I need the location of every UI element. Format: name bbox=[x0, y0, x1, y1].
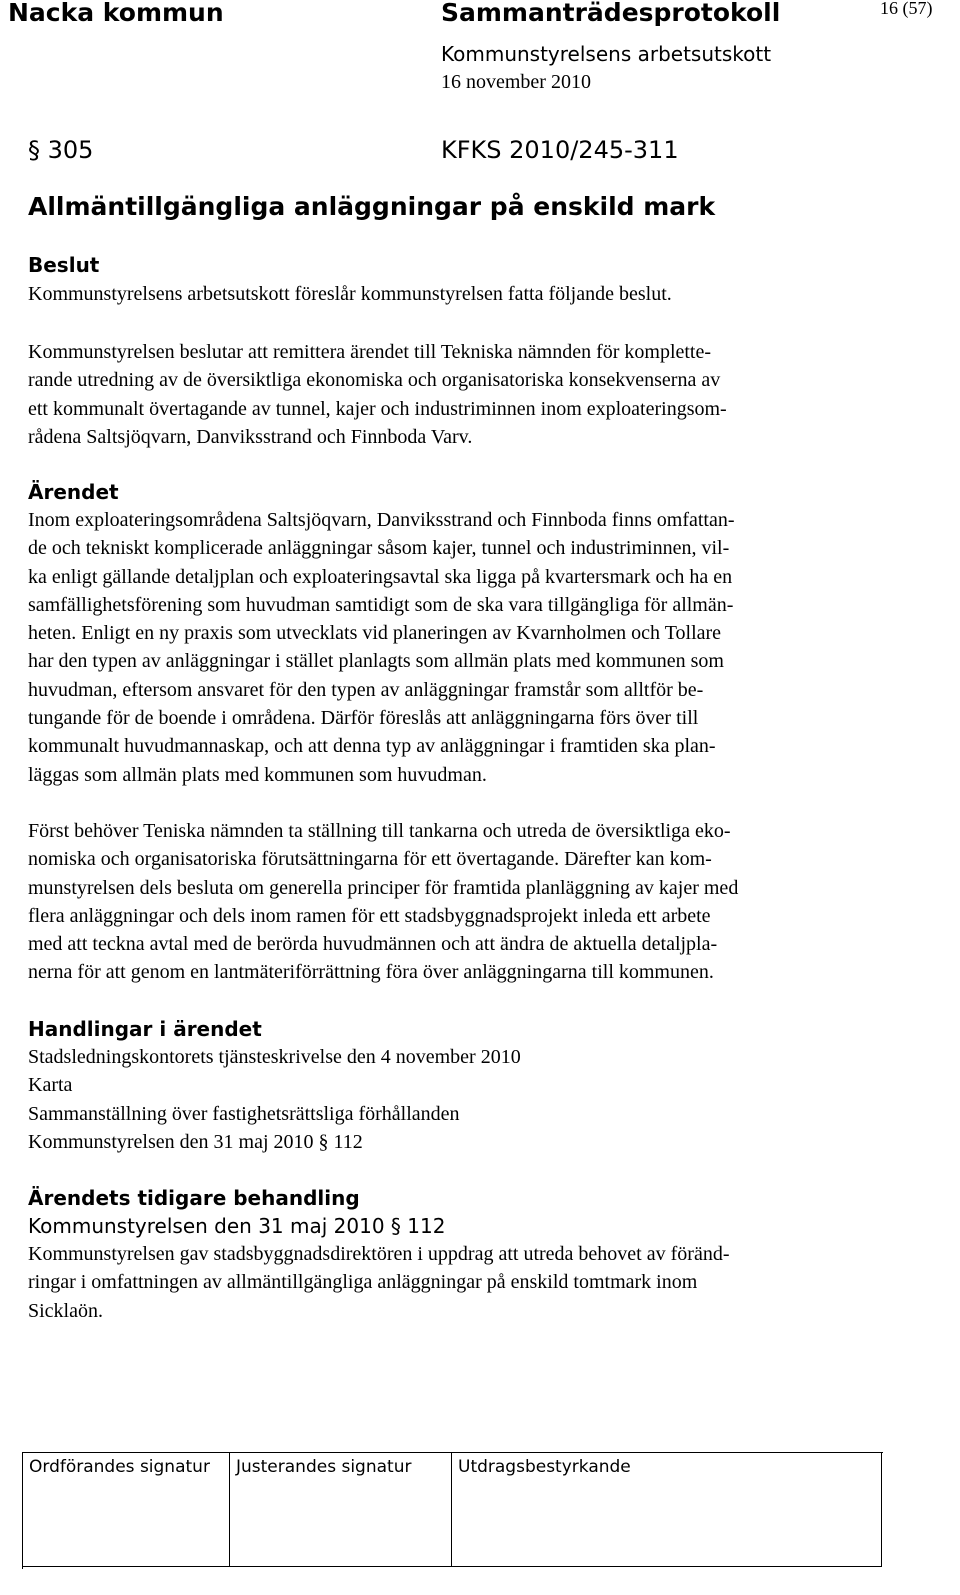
arendet-paragraph-2 bbox=[28, 817, 738, 987]
list-item: Stadsledningskontorets tjänsteskrivelse den 4 november 2010 bbox=[28, 1046, 521, 1068]
handlingar-heading: Handlingar i ärendet bbox=[28, 1017, 262, 1041]
text-line: rande utredning av de översiktliga ekonomiska och organisatoriska konsekvenserna av bbox=[28, 369, 721, 392]
text-line: Först behöver Teniska nämnden ta ställning till tankarna och utreda de översiktliga eko- bbox=[28, 820, 731, 842]
page-number: 16 (57) bbox=[880, 0, 933, 18]
extract-certification-label: Utdragsbestyrkande bbox=[458, 1457, 631, 1477]
arendet-heading: Ärendet bbox=[28, 480, 119, 504]
text-line: kommunalt huvudmannaskap, och att denna typ av anläggningar i framtiden ska plan- bbox=[28, 735, 716, 758]
tidigare-subheading: Kommunstyrelsen den 31 maj 2010 § 112 bbox=[28, 1214, 446, 1238]
list-item: Karta bbox=[28, 1074, 73, 1097]
text-line: Inom exploateringsområdena Saltsjöqvarn, Danviksstrand och Finnboda finns omfattan- bbox=[28, 509, 735, 531]
text-line: samfällighetsförening som huvudman samtidigt som de ska vara tillgängliga för allmän- bbox=[28, 593, 734, 616]
section-number: § 305 bbox=[28, 136, 94, 164]
committee-name: Kommunstyrelsens arbetsutskott bbox=[441, 42, 772, 66]
text-line: de och tekniskt komplicerade anläggningar såsom kajer, tunnel och industriminnen, vil- bbox=[28, 537, 730, 560]
text-line: heten. Enligt en ny praxis som utvecklats vid planeringen av Kvarnholmen och Tollare bbox=[28, 622, 722, 645]
beslut-text bbox=[28, 338, 727, 451]
meeting-date: 16 november 2010 bbox=[441, 71, 591, 93]
document-type: Sammanträdesprotokoll bbox=[441, 0, 781, 27]
text-line: ringar i omfattningen av allmäntillgängliga anläggningar på enskild tomtmark inom bbox=[28, 1271, 698, 1294]
chair-signature-label: Ordförandes signatur bbox=[29, 1457, 210, 1477]
signature-cell-adjuster bbox=[230, 1453, 452, 1567]
text-line: nerna för att genom en lantmäteriförrättning föra över anläggningarna till kommunen. bbox=[28, 961, 714, 984]
signature-cell-extract bbox=[452, 1453, 882, 1567]
case-number: KFKS 2010/245-311 bbox=[441, 136, 679, 164]
tidigare-text bbox=[28, 1240, 729, 1325]
text-line: Kommunstyrelsen gav stadsbyggnadsdirektören i uppdrag att utreda behovet av föränd- bbox=[28, 1243, 730, 1265]
text-line: ka enligt gällande detaljplan och exploateringsavtal ska ligga på kvartersmark och ha en bbox=[28, 565, 733, 588]
beslut-heading: Beslut bbox=[28, 253, 100, 277]
text-line: tungande för de boende i områdena. Därför föreslås att anläggningarna förs över till bbox=[28, 707, 699, 730]
adjuster-signature-label: Justerandes signatur bbox=[236, 1457, 412, 1477]
text-line: Sicklaön. bbox=[28, 1299, 103, 1322]
text-line: Kommunstyrelsen beslutar att remittera ärendet till Tekniska nämnden för komplette- bbox=[28, 341, 712, 363]
arendet-paragraph-1 bbox=[28, 506, 735, 789]
text-line: flera anläggningar och dels inom ramen för ett stadsbyggnadsprojekt inleda ett arbete bbox=[28, 904, 711, 927]
signature-cell-chair bbox=[23, 1453, 230, 1567]
signature-table bbox=[22, 1452, 883, 1569]
text-line: rådena Saltsjöqvarn, Danviksstrand och Finnboda Varv. bbox=[28, 425, 473, 448]
text-line: har den typen av anläggningar i stället planlagts som allmän plats med kommunen som bbox=[28, 650, 724, 673]
list-item: Kommunstyrelsen den 31 maj 2010 § 112 bbox=[28, 1130, 363, 1153]
handlingar-list bbox=[28, 1043, 521, 1156]
tidigare-heading: Ärendets tidigare behandling bbox=[28, 1186, 360, 1210]
text-line: läggas som allmän plats med kommunen som huvudman. bbox=[28, 763, 487, 786]
text-line: ett kommunalt övertagande av tunnel, kajer och industriminnen inom exploateringsom- bbox=[28, 397, 727, 420]
text-line: nomiska och organisatoriska förutsättningarna för ett övertagande. Därefter kan kom- bbox=[28, 848, 712, 871]
text-line: munstyrelsen dels besluta om generella principer för framtida planläggning av kajer med bbox=[28, 876, 739, 899]
organization-name: Nacka kommun bbox=[8, 0, 224, 27]
list-item: Sammanställning över fastighetsrättsliga förhållanden bbox=[28, 1102, 460, 1125]
case-title: Allmäntillgängliga anläggningar på enskild mark bbox=[28, 192, 716, 221]
text-line: med att teckna avtal med de berörda huvudmännen och att ändra de aktuella detaljpla- bbox=[28, 933, 718, 956]
text-line: huvudman, eftersom ansvaret för den typen av anläggningar framstår som alltför be- bbox=[28, 678, 704, 701]
beslut-intro: Kommunstyrelsens arbetsutskott föreslår kommunstyrelsen fatta följande beslut. bbox=[28, 283, 672, 305]
